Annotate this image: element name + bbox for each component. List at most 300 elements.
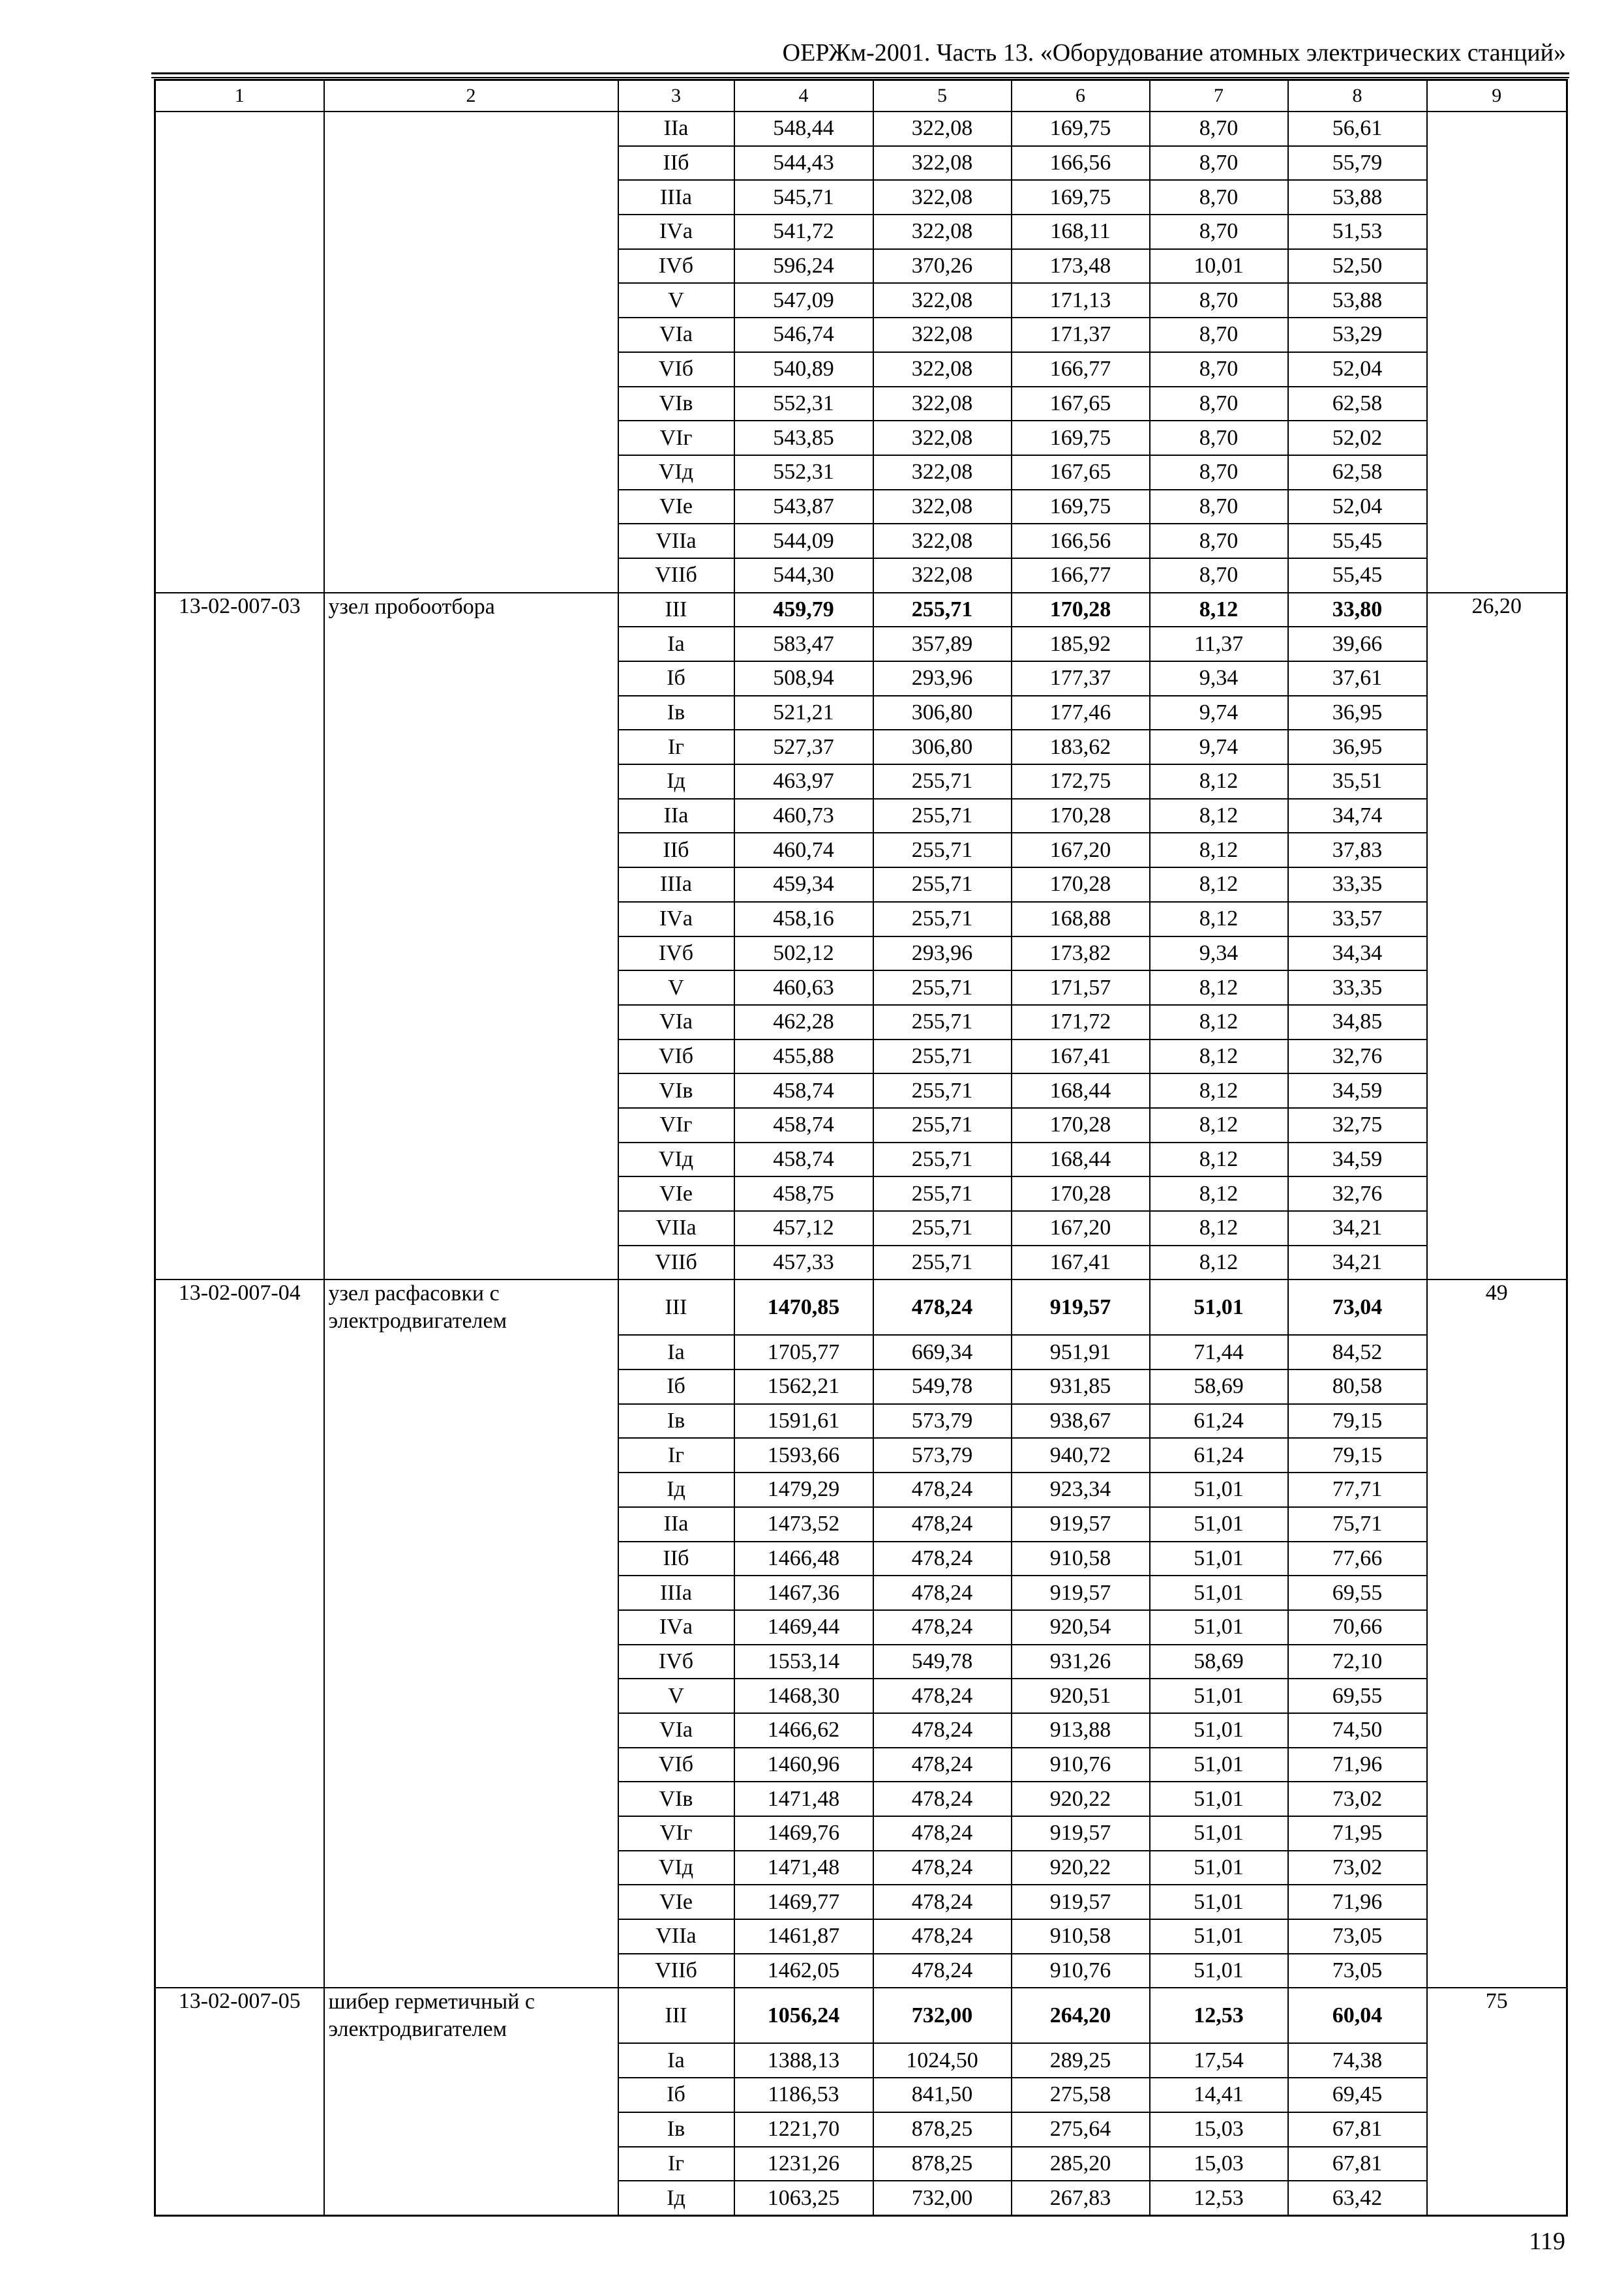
col9-cell xyxy=(1427,1438,1567,1473)
table-row xyxy=(155,1108,1567,1143)
zone-cell: VIв xyxy=(618,1073,734,1108)
value-cell: 306,80 xyxy=(873,696,1012,730)
value-cell: 1593,66 xyxy=(734,1438,873,1473)
column-number: 3 xyxy=(618,80,734,112)
zone-cell: Iв xyxy=(618,1404,734,1439)
value-cell: 70,66 xyxy=(1288,1610,1427,1645)
value-cell: 938,67 xyxy=(1012,1404,1150,1439)
code-cell xyxy=(155,902,324,936)
value-cell: 547,09 xyxy=(734,283,873,318)
name-cell xyxy=(324,249,618,284)
code-cell: 13-02-007-05 xyxy=(155,1988,324,2043)
column-number: 8 xyxy=(1288,80,1427,112)
code-cell xyxy=(155,833,324,867)
value-cell: 1388,13 xyxy=(734,2043,873,2078)
name-cell xyxy=(324,764,618,799)
zone-cell: Iг xyxy=(618,1438,734,1473)
value-cell: 573,79 xyxy=(873,1438,1012,1473)
value-cell: 8,70 xyxy=(1150,558,1288,593)
zone-cell: Iа xyxy=(618,1335,734,1369)
table-row xyxy=(155,661,1567,696)
col9-cell xyxy=(1427,215,1567,249)
value-cell: 920,22 xyxy=(1012,1851,1150,1885)
value-cell: 540,89 xyxy=(734,352,873,387)
value-cell: 71,95 xyxy=(1288,1816,1427,1851)
value-cell: 185,92 xyxy=(1012,627,1150,661)
value-cell: 275,64 xyxy=(1012,2112,1150,2147)
code-cell xyxy=(155,1954,324,1988)
value-cell: 1471,48 xyxy=(734,1851,873,1885)
zone-cell: III xyxy=(618,593,734,627)
table-row xyxy=(155,1885,1567,1919)
value-cell: 8,70 xyxy=(1150,352,1288,387)
value-cell: 455,88 xyxy=(734,1040,873,1074)
zone-cell: V xyxy=(618,1679,734,1713)
value-cell: 478,24 xyxy=(873,1885,1012,1919)
value-cell: 478,24 xyxy=(873,1610,1012,1645)
value-cell: 8,12 xyxy=(1150,764,1288,799)
col9-cell xyxy=(1427,1073,1567,1108)
column-number: 7 xyxy=(1150,80,1288,112)
zone-cell: Iа xyxy=(618,627,734,661)
zone-cell: Iб xyxy=(618,2078,734,2112)
value-cell: 172,75 xyxy=(1012,764,1150,799)
value-cell: 71,96 xyxy=(1288,1748,1427,1782)
table-row xyxy=(155,558,1567,593)
code-cell xyxy=(155,1211,324,1246)
zone-cell: IIб xyxy=(618,146,734,181)
value-cell: 549,78 xyxy=(873,1369,1012,1404)
col9-cell xyxy=(1427,936,1567,971)
table-row xyxy=(155,1246,1567,1280)
value-cell: 167,65 xyxy=(1012,387,1150,421)
value-cell: 8,12 xyxy=(1150,593,1288,627)
table-row xyxy=(155,421,1567,455)
name-cell xyxy=(324,1246,618,1280)
value-cell: 169,75 xyxy=(1012,421,1150,455)
value-cell: 79,15 xyxy=(1288,1438,1427,1473)
value-cell: 15,03 xyxy=(1150,2112,1288,2147)
value-cell: 8,70 xyxy=(1150,387,1288,421)
value-cell: 33,57 xyxy=(1288,902,1427,936)
code-cell xyxy=(155,764,324,799)
code-cell xyxy=(155,1246,324,1280)
value-cell: 63,42 xyxy=(1288,2181,1427,2215)
value-cell: 8,12 xyxy=(1150,799,1288,833)
zone-cell: IVа xyxy=(618,1610,734,1645)
name-cell xyxy=(324,696,618,730)
value-cell: 1479,29 xyxy=(734,1473,873,1507)
value-cell: 69,45 xyxy=(1288,2078,1427,2112)
col9-cell xyxy=(1427,2147,1567,2181)
value-cell: 544,43 xyxy=(734,146,873,181)
col9-cell: 26,20 xyxy=(1427,593,1567,627)
value-cell: 8,70 xyxy=(1150,421,1288,455)
value-cell: 255,71 xyxy=(873,1040,1012,1074)
zone-cell: IIIа xyxy=(618,1576,734,1610)
table-row xyxy=(155,2147,1567,2181)
name-cell xyxy=(324,1645,618,1679)
value-cell: 53,29 xyxy=(1288,318,1427,352)
value-cell: 951,91 xyxy=(1012,1335,1150,1369)
name-cell xyxy=(324,1954,618,1988)
column-number: 1 xyxy=(155,80,324,112)
value-cell: 166,56 xyxy=(1012,146,1150,181)
value-cell: 168,88 xyxy=(1012,902,1150,936)
col9-cell xyxy=(1427,490,1567,524)
value-cell: 322,08 xyxy=(873,524,1012,558)
name-cell xyxy=(324,1885,618,1919)
value-cell: 1063,25 xyxy=(734,2181,873,2215)
table-row xyxy=(155,1816,1567,1851)
value-cell: 8,12 xyxy=(1150,833,1288,867)
name-cell xyxy=(324,352,618,387)
value-cell: 460,74 xyxy=(734,833,873,867)
value-cell: 322,08 xyxy=(873,112,1012,146)
value-cell: 878,25 xyxy=(873,2112,1012,2147)
table-row xyxy=(155,1782,1567,1816)
zone-cell: VIд xyxy=(618,455,734,490)
value-cell: 80,58 xyxy=(1288,1369,1427,1404)
value-cell: 920,51 xyxy=(1012,1679,1150,1713)
value-cell: 8,12 xyxy=(1150,1211,1288,1246)
value-cell: 67,81 xyxy=(1288,2147,1427,2181)
value-cell: 910,58 xyxy=(1012,1919,1150,1954)
table-row xyxy=(155,180,1567,215)
value-cell: 62,58 xyxy=(1288,455,1427,490)
col9-cell xyxy=(1427,1679,1567,1713)
value-cell: 168,44 xyxy=(1012,1073,1150,1108)
table-row xyxy=(155,2112,1567,2147)
table-row xyxy=(155,764,1567,799)
zone-cell: VIб xyxy=(618,1748,734,1782)
value-cell: 1221,70 xyxy=(734,2112,873,2147)
col9-cell xyxy=(1427,1246,1567,1280)
name-cell xyxy=(324,215,618,249)
zone-cell: VIг xyxy=(618,1108,734,1143)
value-cell: 52,04 xyxy=(1288,490,1427,524)
value-cell: 75,71 xyxy=(1288,1507,1427,1542)
value-cell: 36,95 xyxy=(1288,730,1427,764)
table-row xyxy=(155,1645,1567,1679)
value-cell: 77,71 xyxy=(1288,1473,1427,1507)
name-cell xyxy=(324,1679,618,1713)
value-cell: 55,45 xyxy=(1288,524,1427,558)
value-cell: 33,80 xyxy=(1288,593,1427,627)
col9-cell: 75 xyxy=(1427,1988,1567,2043)
table-row xyxy=(155,1438,1567,1473)
value-cell: 169,75 xyxy=(1012,112,1150,146)
value-cell: 8,12 xyxy=(1150,1246,1288,1280)
value-cell: 255,71 xyxy=(873,593,1012,627)
col9-cell xyxy=(1427,146,1567,181)
zone-cell: IIб xyxy=(618,833,734,867)
value-cell: 920,54 xyxy=(1012,1610,1150,1645)
value-cell: 478,24 xyxy=(873,1542,1012,1576)
value-cell: 33,35 xyxy=(1288,970,1427,1005)
value-cell: 73,02 xyxy=(1288,1851,1427,1885)
value-cell: 51,01 xyxy=(1150,1473,1288,1507)
value-cell: 36,95 xyxy=(1288,696,1427,730)
value-cell: 508,94 xyxy=(734,661,873,696)
col9-cell xyxy=(1427,1576,1567,1610)
value-cell: 55,45 xyxy=(1288,558,1427,593)
value-cell: 460,63 xyxy=(734,970,873,1005)
zone-cell: VIIб xyxy=(618,558,734,593)
value-cell: 8,12 xyxy=(1150,1073,1288,1108)
value-cell: 34,74 xyxy=(1288,799,1427,833)
code-cell: 13-02-007-04 xyxy=(155,1279,324,1335)
zone-cell: VIд xyxy=(618,1851,734,1885)
value-cell: 255,71 xyxy=(873,1246,1012,1280)
value-cell: 169,75 xyxy=(1012,490,1150,524)
code-cell xyxy=(155,867,324,902)
value-cell: 177,46 xyxy=(1012,696,1150,730)
name-cell xyxy=(324,833,618,867)
value-cell: 1466,48 xyxy=(734,1542,873,1576)
value-cell: 285,20 xyxy=(1012,2147,1150,2181)
value-cell: 1186,53 xyxy=(734,2078,873,2112)
code-cell xyxy=(155,627,324,661)
value-cell: 459,34 xyxy=(734,867,873,902)
value-cell: 72,10 xyxy=(1288,1645,1427,1679)
table-row xyxy=(155,490,1567,524)
name-cell xyxy=(324,283,618,318)
value-cell: 8,70 xyxy=(1150,455,1288,490)
name-cell xyxy=(324,867,618,902)
zone-cell: VIIб xyxy=(618,1246,734,1280)
value-cell: 255,71 xyxy=(873,970,1012,1005)
value-cell: 15,03 xyxy=(1150,2147,1288,2181)
table-row xyxy=(155,627,1567,661)
value-cell: 478,24 xyxy=(873,1851,1012,1885)
value-cell: 583,47 xyxy=(734,627,873,661)
col9-cell xyxy=(1427,2112,1567,2147)
zone-cell: Iг xyxy=(618,2147,734,2181)
page-header: ОЕРЖм-2001. Часть 13. «Оборудование атомных электрических станций» xyxy=(782,39,1566,67)
name-cell xyxy=(324,112,618,146)
value-cell: 1469,77 xyxy=(734,1885,873,1919)
name-cell xyxy=(324,902,618,936)
table-row xyxy=(155,1473,1567,1507)
name-cell xyxy=(324,1369,618,1404)
name-cell xyxy=(324,2147,618,2181)
value-cell: 170,28 xyxy=(1012,593,1150,627)
value-cell: 37,61 xyxy=(1288,661,1427,696)
value-cell: 878,25 xyxy=(873,2147,1012,2181)
value-cell: 1705,77 xyxy=(734,1335,873,1369)
col9-cell xyxy=(1427,696,1567,730)
value-cell: 1056,24 xyxy=(734,1988,873,2043)
value-cell: 548,44 xyxy=(734,112,873,146)
value-cell: 74,38 xyxy=(1288,2043,1427,2078)
zone-cell: IVб xyxy=(618,249,734,284)
code-cell xyxy=(155,387,324,421)
table-row xyxy=(155,1748,1567,1782)
value-cell: 920,22 xyxy=(1012,1782,1150,1816)
value-cell: 32,75 xyxy=(1288,1108,1427,1143)
col9-cell xyxy=(1427,558,1567,593)
value-cell: 37,83 xyxy=(1288,833,1427,867)
table-row xyxy=(155,1005,1567,1040)
value-cell: 322,08 xyxy=(873,490,1012,524)
value-cell: 910,58 xyxy=(1012,1542,1150,1576)
table-row xyxy=(155,1404,1567,1439)
value-cell: 1562,21 xyxy=(734,1369,873,1404)
code-cell xyxy=(155,1851,324,1885)
zone-cell: IIIа xyxy=(618,867,734,902)
col9-cell xyxy=(1427,1748,1567,1782)
value-cell: 732,00 xyxy=(873,2181,1012,2215)
name-cell xyxy=(324,1108,618,1143)
col9-cell xyxy=(1427,1335,1567,1369)
header-rule xyxy=(151,72,1569,74)
table-body xyxy=(155,80,1567,2216)
value-cell: 478,24 xyxy=(873,1679,1012,1713)
value-cell: 171,37 xyxy=(1012,318,1150,352)
value-cell: 1462,05 xyxy=(734,1954,873,1988)
value-cell: 177,37 xyxy=(1012,661,1150,696)
value-cell: 8,12 xyxy=(1150,902,1288,936)
value-cell: 255,71 xyxy=(873,1108,1012,1143)
code-cell xyxy=(155,936,324,971)
name-cell xyxy=(324,2043,618,2078)
value-cell: 62,58 xyxy=(1288,387,1427,421)
col9-cell xyxy=(1427,283,1567,318)
value-cell: 1461,87 xyxy=(734,1919,873,1954)
value-cell: 34,21 xyxy=(1288,1246,1427,1280)
value-cell: 10,01 xyxy=(1150,249,1288,284)
code-cell xyxy=(155,1576,324,1610)
value-cell: 459,79 xyxy=(734,593,873,627)
table-row xyxy=(155,1576,1567,1610)
table-row xyxy=(155,112,1567,146)
col9-cell xyxy=(1427,352,1567,387)
zone-cell: VIIа xyxy=(618,1211,734,1246)
zone-cell: Iд xyxy=(618,1473,734,1507)
value-cell: 463,97 xyxy=(734,764,873,799)
zone-cell: VIб xyxy=(618,1040,734,1074)
col9-cell xyxy=(1427,2181,1567,2215)
table-row xyxy=(155,318,1567,352)
value-cell: 255,71 xyxy=(873,799,1012,833)
value-cell: 170,28 xyxy=(1012,1108,1150,1143)
name-cell xyxy=(324,524,618,558)
zone-cell: VIIа xyxy=(618,524,734,558)
value-cell: 51,53 xyxy=(1288,215,1427,249)
zone-cell: VIе xyxy=(618,1176,734,1211)
table-row xyxy=(155,1610,1567,1645)
value-cell: 255,71 xyxy=(873,902,1012,936)
col9-cell xyxy=(1427,1713,1567,1748)
value-cell: 8,70 xyxy=(1150,283,1288,318)
value-cell: 289,25 xyxy=(1012,2043,1150,2078)
value-cell: 549,78 xyxy=(873,1645,1012,1679)
table-row xyxy=(155,730,1567,764)
col9-cell xyxy=(1427,970,1567,1005)
value-cell: 51,01 xyxy=(1150,1851,1288,1885)
value-cell: 478,24 xyxy=(873,1954,1012,1988)
code-cell xyxy=(155,1645,324,1679)
code-cell xyxy=(155,2078,324,2112)
table-row xyxy=(155,1713,1567,1748)
value-cell: 73,02 xyxy=(1288,1782,1427,1816)
code-cell xyxy=(155,180,324,215)
name-cell xyxy=(324,627,618,661)
code-cell xyxy=(155,2181,324,2215)
zone-cell: V xyxy=(618,283,734,318)
value-cell: 910,76 xyxy=(1012,1748,1150,1782)
value-cell: 51,01 xyxy=(1150,1507,1288,1542)
col9-cell xyxy=(1427,318,1567,352)
col9-cell xyxy=(1427,1610,1567,1645)
table-row xyxy=(155,799,1567,833)
code-cell xyxy=(155,1108,324,1143)
value-cell: 1468,30 xyxy=(734,1679,873,1713)
name-cell xyxy=(324,1404,618,1439)
value-cell: 8,12 xyxy=(1150,1108,1288,1143)
code-cell xyxy=(155,1438,324,1473)
table-row xyxy=(155,1507,1567,1542)
value-cell: 167,65 xyxy=(1012,455,1150,490)
value-cell: 9,74 xyxy=(1150,730,1288,764)
value-cell: 51,01 xyxy=(1150,1748,1288,1782)
value-cell: 478,24 xyxy=(873,1576,1012,1610)
value-cell: 732,00 xyxy=(873,1988,1012,2043)
value-cell: 502,12 xyxy=(734,936,873,971)
col9-cell xyxy=(1427,1816,1567,1851)
value-cell: 17,54 xyxy=(1150,2043,1288,2078)
value-cell: 79,15 xyxy=(1288,1404,1427,1439)
value-cell: 167,20 xyxy=(1012,1211,1150,1246)
value-cell: 545,71 xyxy=(734,180,873,215)
table-row xyxy=(155,902,1567,936)
name-cell xyxy=(324,799,618,833)
value-cell: 919,57 xyxy=(1012,1816,1150,1851)
value-cell: 71,44 xyxy=(1150,1335,1288,1369)
value-cell: 69,55 xyxy=(1288,1679,1427,1713)
zone-cell: Iв xyxy=(618,2112,734,2147)
code-cell xyxy=(155,1404,324,1439)
value-cell: 8,12 xyxy=(1150,970,1288,1005)
value-cell: 32,76 xyxy=(1288,1176,1427,1211)
value-cell: 322,08 xyxy=(873,318,1012,352)
value-cell: 552,31 xyxy=(734,455,873,490)
code-cell xyxy=(155,1610,324,1645)
value-cell: 168,11 xyxy=(1012,215,1150,249)
value-cell: 166,77 xyxy=(1012,352,1150,387)
value-cell: 33,35 xyxy=(1288,867,1427,902)
value-cell: 9,34 xyxy=(1150,661,1288,696)
table-row xyxy=(155,1335,1567,1369)
col9-cell xyxy=(1427,1108,1567,1143)
col9-cell xyxy=(1427,455,1567,490)
value-cell: 77,66 xyxy=(1288,1542,1427,1576)
column-number: 4 xyxy=(734,80,873,112)
value-cell: 322,08 xyxy=(873,180,1012,215)
col9-cell xyxy=(1427,1507,1567,1542)
col9-cell xyxy=(1427,867,1567,902)
col9-cell xyxy=(1427,1404,1567,1439)
zone-cell: VIа xyxy=(618,318,734,352)
value-cell: 69,55 xyxy=(1288,1576,1427,1610)
value-cell: 573,79 xyxy=(873,1404,1012,1439)
zone-cell: IIа xyxy=(618,1507,734,1542)
value-cell: 61,24 xyxy=(1150,1438,1288,1473)
code-cell xyxy=(155,970,324,1005)
code-cell xyxy=(155,1919,324,1954)
zone-cell: IVб xyxy=(618,936,734,971)
